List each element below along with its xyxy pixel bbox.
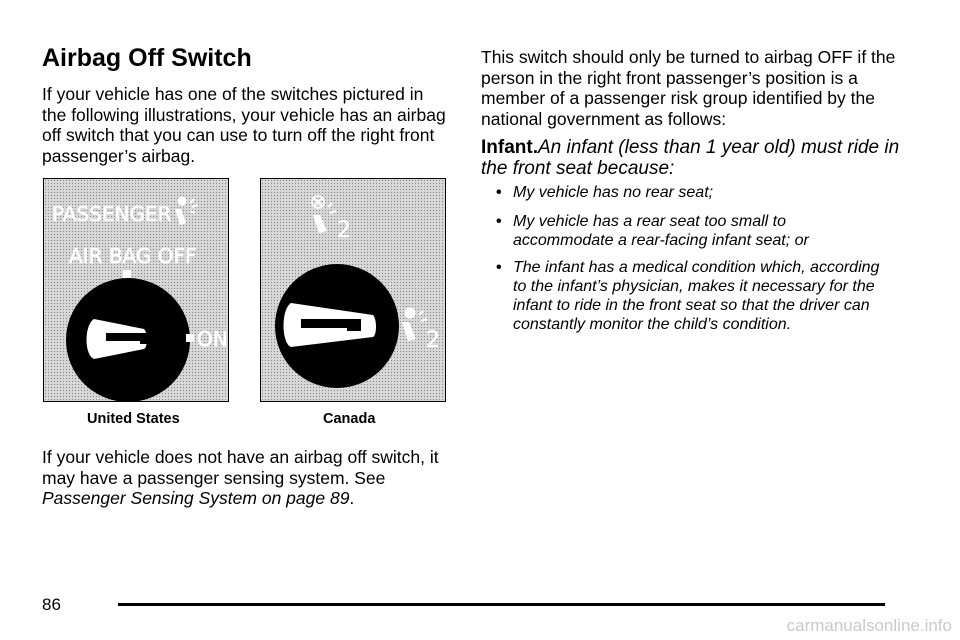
on-label: ON xyxy=(197,327,228,351)
cross-reference-link: Passenger Sensing System on page 89 xyxy=(42,488,350,508)
page-number: 86 xyxy=(42,595,61,614)
canada-switch-illustration xyxy=(260,178,446,402)
bullet-icon: • xyxy=(496,259,502,276)
sensing-paragraph-text: If your vehicle does not have an airbag off switch, it may have a passenger sensing system. See xyxy=(42,447,439,488)
bullet-text: My vehicle has no rear seat; xyxy=(513,184,714,201)
passenger-airbag-icon xyxy=(175,197,198,225)
off-position-marker xyxy=(123,270,131,278)
list-item xyxy=(496,183,883,202)
bullet-text: My vehicle has a rear seat too small to accommodate a rear-facing infant seat; or xyxy=(513,213,809,249)
canada-off-icon-numeral: 2 xyxy=(337,218,351,243)
us-switch-illustration xyxy=(43,178,229,402)
infant-text: An infant (less than 1 year old) must ride in the front seat because: xyxy=(481,137,900,179)
bullet-text: The infant has a medical condition which, according to the infant’s physician, makes it necessary for the infant to ride in the front seat so that the driver can constantly monitor the child’s condition. xyxy=(513,259,880,333)
bullet-icon: • xyxy=(496,184,502,201)
canada-caption: Canada xyxy=(323,411,376,427)
risk-group-paragraph: This switch should only be turned to airbag OFF if the person in the right front passenger’s position is a member of a passenger risk group identified by the national government as follows: xyxy=(481,47,896,129)
intro-paragraph: If your vehicle has one of the switches pictured in the following illustrations, your vehicle has an airbag off switch that you can use to turn off the right front passenger’s airbag. xyxy=(42,84,446,166)
sensing-paragraph-end: . xyxy=(349,488,355,508)
us-switch-drawing xyxy=(44,179,229,402)
page-title: Airbag Off Switch xyxy=(42,44,252,72)
infant-heading xyxy=(481,137,901,179)
list-item xyxy=(496,258,883,334)
sensing-system-paragraph xyxy=(42,447,452,509)
watermark: carmanualsonline.info xyxy=(786,616,952,635)
infant-label: Infant. xyxy=(481,137,538,158)
footer-divider xyxy=(118,603,885,606)
passenger-label: PASSENGER xyxy=(52,202,172,226)
passenger-airbag-off-icon xyxy=(312,196,351,243)
list-item xyxy=(496,212,883,250)
canada-on-icon-numeral: 2 xyxy=(426,328,440,353)
us-caption: United States xyxy=(87,411,180,427)
canada-switch-drawing xyxy=(261,179,446,402)
airbag-off-label: AIR BAG OFF xyxy=(69,244,197,268)
on-position-marker xyxy=(186,334,194,342)
bullet-icon: • xyxy=(496,213,502,230)
passenger-airbag-on-icon xyxy=(402,308,440,353)
